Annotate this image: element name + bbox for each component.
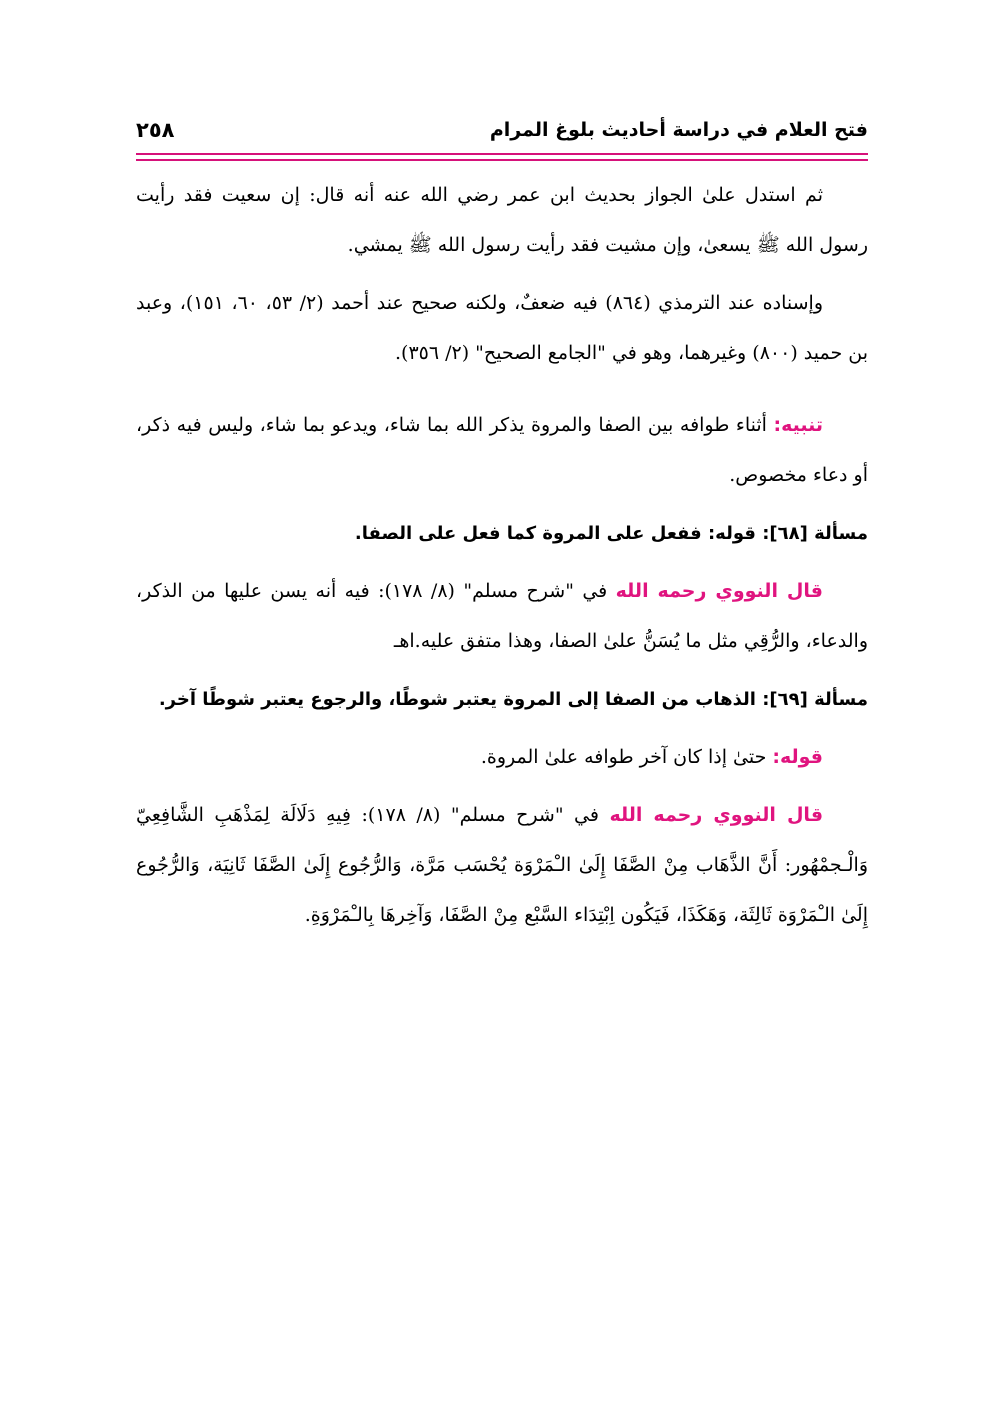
page-number: ٢٥٨ <box>136 118 175 142</box>
paragraph-isnad: وإسناده عند الترمذي (٨٦٤) فيه ضعفٌ، ولكنه صحيح عند أحمد (٢/ ٥٣، ٦٠، ١٥١)، وعبد بن حميد (٨٠٠) وغيرهما، وهو في "الجامع الصحيح" (٢/ ٣٥٦). <box>136 292 868 364</box>
nawawi-text-2: في "شرح مسلم" (٨/ ١٧٨): فِيهِ دَلَالَة لِمَذْهَبِ الشَّافِعِيّ وَالْـجمْهُور: أَنَّ الذَّهَاب مِنْ الصَّفَا إِلَىٰ الـْمَرْوَة يُحْسَب مَرَّة، وَالرُّجُوع إِلَىٰ الصَّفَا ثَانِيَة، وَالرُّجُوع إِلَىٰ الـْمَرْوَة ثَالِثَة، وَهَكَذَا، فَيَكُون اِبْتِدَاء السَّبْع مِنْ الصَّفَا، وَآخِرهَا بِالـْمَرْوَةِ. <box>136 804 868 926</box>
paragraph-nawawi-2 <box>136 790 868 940</box>
nawawi-text-1: في "شرح مسلم" (٨/ ١٧٨): فيه أنه يسن عليها من الذكر، والدعاء، والرُّقِي مثل ما يُسَنُّ علىٰ الصفا، وهذا متفق عليه.اهـ <box>136 580 868 652</box>
paragraph-note <box>136 400 868 500</box>
page-body <box>136 170 868 948</box>
paragraph-nawawi-1 <box>136 566 868 666</box>
nawawi-label-1: قال النووي رحمه الله <box>615 580 823 602</box>
qawluhu-label: قوله: <box>772 746 823 768</box>
note-label: تنبيه: <box>773 414 823 436</box>
book-title: فتح العلام في دراسة أحاديث بلوغ المرام <box>489 119 868 141</box>
nawawi-label-2: قال النووي رحمه الله <box>609 804 824 826</box>
qawluhu-text: حتىٰ إذا كان آخر طوافه علىٰ المروة. <box>480 746 773 768</box>
issue-68-heading: مسألة [٦٨]: قوله: ففعل على المروة كما فعل على الصفا. <box>354 523 868 544</box>
page-header <box>136 110 868 150</box>
paragraph-qawluhu <box>136 732 868 782</box>
header-rule-bottom <box>136 159 868 161</box>
note-text: أثناء طوافه بين الصفا والمروة يذكر الله بما شاء، ويدعو بما شاء، وليس فيه ذكر، أو دعاء مخصوص. <box>136 414 868 486</box>
paragraph-ibn-umar: ثم استدل علىٰ الجواز بحديث ابن عمر رضي الله عنه أنه قال: إن سعيت فقد رأيت رسول الله ﷺ يسعىٰ، وإن مشيت فقد رأيت رسول الله ﷺ يمشي. <box>136 184 868 256</box>
issue-69-heading: مسألة [٦٩]: الذهاب من الصفا إلى المروة يعتبر شوطًا، والرجوع يعتبر شوطًا آخر. <box>158 689 868 710</box>
header-rule-top <box>136 153 868 155</box>
